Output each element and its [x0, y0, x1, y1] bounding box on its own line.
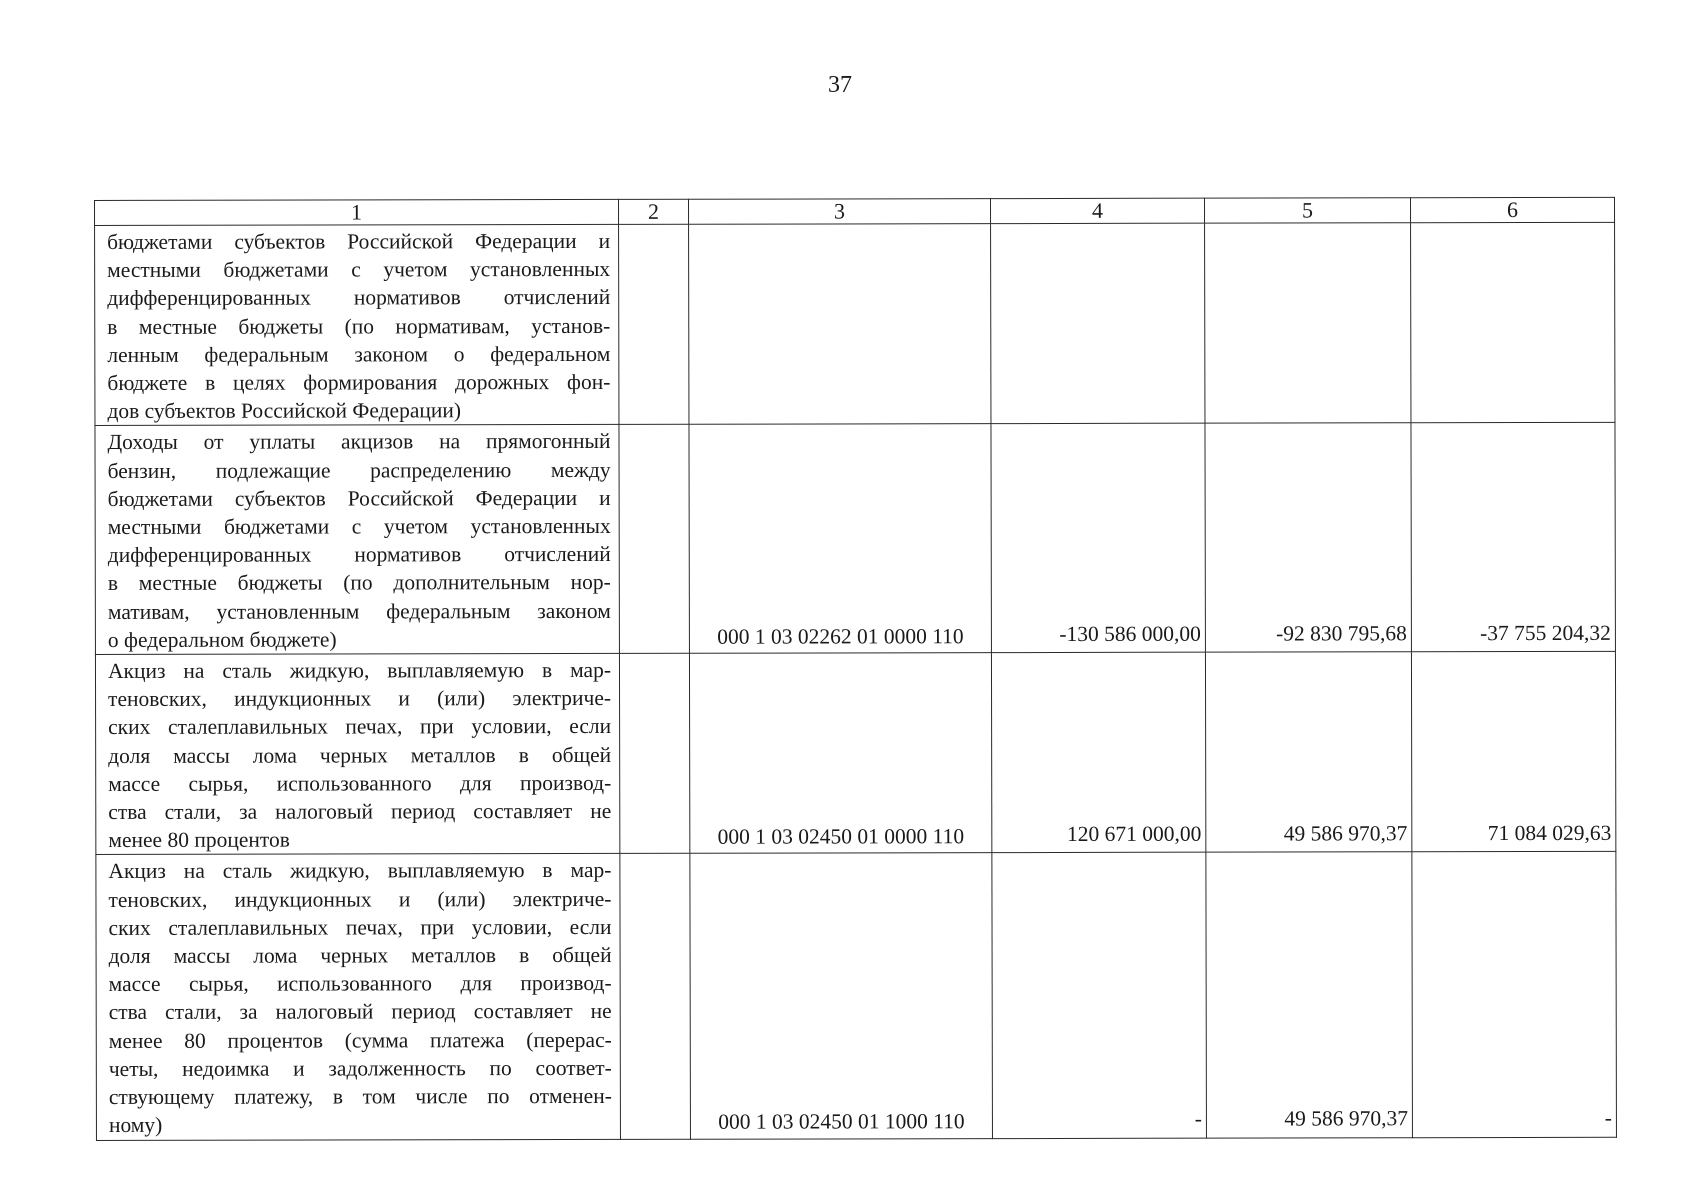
row-col-5-amount: [1205, 223, 1411, 424]
description-line: ских сталеплавильных печах, при условии, если: [108, 914, 612, 940]
description-line: в местные бюджеты (по нормативам, установ-: [107, 313, 611, 339]
description-line: менее 80 процентов: [108, 827, 290, 853]
row-col-4-amount: -130 586 000,00: [991, 424, 1205, 653]
description-line: четы, недоимка и задолженность по соответ-: [108, 1055, 612, 1081]
row-description: [96, 854, 621, 1140]
row-col-4-amount: -: [992, 853, 1207, 1138]
description-line: в местные бюджеты (по дополнительным нор-: [107, 570, 611, 596]
description-line: Доходы от уплаты акцизов на прямогонный: [107, 429, 611, 455]
row-budget-code: [689, 224, 991, 425]
description-line: дифференцированных нормативов отчислений: [107, 542, 611, 568]
column-header-2: 2: [618, 199, 688, 224]
description-line: массе сырья, использованного для производ-: [108, 770, 612, 796]
description-line: бюджетами субъектов Российской Федерации и: [107, 485, 611, 511]
table-row: [96, 852, 1617, 1140]
column-header-3: 3: [688, 199, 990, 225]
description-line: ному): [108, 1113, 163, 1138]
row-col-2: [619, 425, 689, 654]
table-row: [95, 651, 1615, 855]
row-col-4-amount: 120 671 000,00: [991, 652, 1205, 853]
description-line: ства стали, за налоговый период составляет не: [108, 999, 612, 1025]
row-col-5-amount: 49 586 970,37: [1206, 852, 1413, 1137]
column-header-6: 6: [1410, 197, 1614, 222]
row-description: [95, 653, 619, 855]
description-line: теновских, индукционных и (или) электриче-: [108, 686, 612, 712]
row-col-5-amount: -92 830 795,68: [1205, 423, 1411, 652]
table-row: [95, 222, 1615, 426]
description-line: ских сталеплавильных печах, при условии, если: [108, 714, 612, 740]
description-line: о федеральном бюджете): [107, 627, 337, 652]
description-line: ленным федеральным законом о федеральном: [107, 341, 611, 367]
description-line: дифференцированных нормативов отчислений: [107, 285, 611, 311]
description-line: Акциз на сталь жидкую, выплавляемую в мар-: [107, 657, 612, 684]
description-line: менее 80 процентов (сумма платежа (перерас-: [108, 1027, 612, 1053]
description-line: бюджетами субъектов Российской Федерации и: [107, 228, 611, 254]
description-line: дов субъектов Российской Федерации): [107, 398, 462, 424]
row-description: [95, 224, 619, 426]
description-line: местными бюджетами с учетом установленных: [107, 513, 611, 540]
row-budget-code: 000 1 03 02450 01 0000 110: [689, 653, 991, 854]
description-line: бензин, подлежащие распределению между: [107, 457, 611, 483]
description-line: доля массы лома черных металлов в общей: [108, 942, 612, 969]
row-budget-code: 000 1 03 02262 01 0000 110: [689, 424, 991, 653]
description-line: ствующему платежу, в том числе по отменен-: [108, 1084, 612, 1110]
column-header-4: 4: [990, 198, 1204, 223]
description-line: теновских, индукционных и (или) электриче-: [108, 886, 612, 912]
column-header-1: 1: [95, 199, 619, 225]
row-description: [95, 425, 619, 655]
description-line: местными бюджетами с учетом установленных: [107, 257, 611, 283]
row-col-4-amount: [991, 223, 1205, 424]
description-line: Акциз на сталь жидкую, выплавляемую в мар-: [108, 858, 612, 884]
row-col-6-amount: [1411, 222, 1615, 423]
row-col-6-amount: 71 084 029,63: [1411, 651, 1615, 852]
row-col-6-amount: -37 755 204,32: [1411, 423, 1615, 652]
table-header-row: [95, 197, 1615, 225]
budget-revenue-table: [94, 197, 1617, 1141]
column-header-5: 5: [1204, 198, 1410, 223]
description-line: доля массы лома черных металлов в общей: [108, 742, 612, 768]
row-col-6-amount: -: [1412, 852, 1617, 1137]
row-col-2: [619, 224, 689, 425]
page-number: 37: [828, 72, 852, 98]
description-line: ства стали, за налоговый период составляет не: [108, 798, 612, 825]
row-budget-code: 000 1 03 02450 01 1000 110: [690, 853, 993, 1139]
table-row: [95, 423, 1615, 655]
row-col-2: [619, 653, 689, 854]
description-line: массе сырья, использованного для производ-: [108, 971, 612, 997]
row-col-5-amount: 49 586 970,37: [1205, 652, 1411, 853]
description-line: мативам, установленным федеральным законом: [107, 598, 611, 624]
row-col-2: [620, 854, 691, 1139]
description-line: бюджете в целях формирования дорожных фон-: [107, 369, 611, 395]
